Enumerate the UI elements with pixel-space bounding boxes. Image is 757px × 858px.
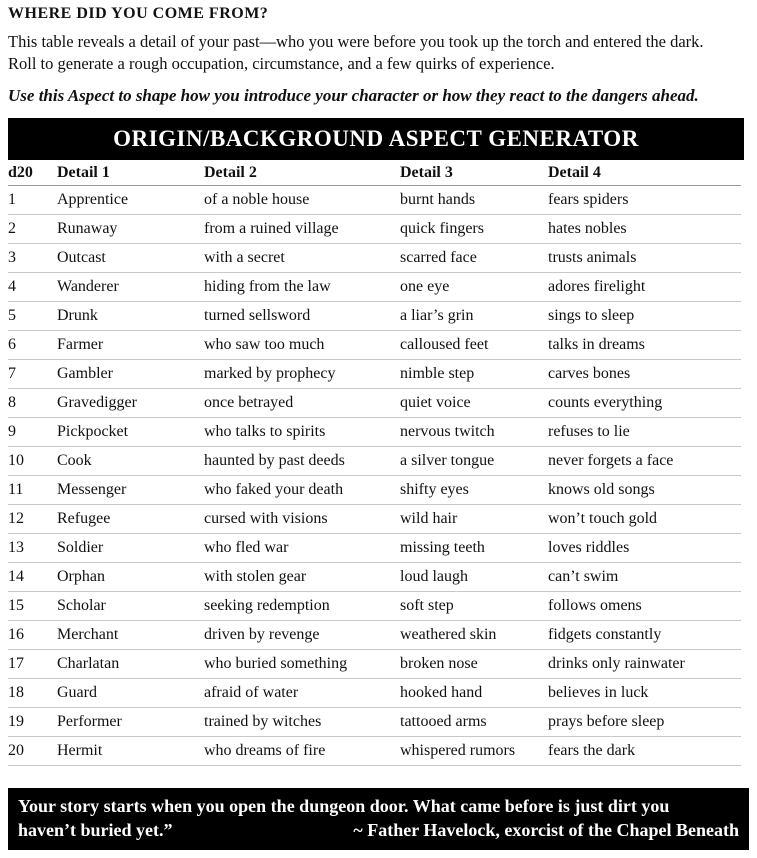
cell-detail-1: Farmer [57,331,204,360]
cell-detail-4: adores firelight [548,273,741,302]
cell-detail-4: trusts animals [548,244,741,273]
cell-detail-3: scarred face [400,244,548,273]
cell-detail-2: who buried something [204,650,400,679]
cell-detail-3: hooked hand [400,679,548,708]
table-row [8,215,741,244]
cell-detail-3: nimble step [400,360,548,389]
cell-roll: 18 [8,679,57,708]
page-heading: WHERE DID YOU COME FROM? [8,5,269,22]
cell-roll: 10 [8,447,57,476]
cell-detail-4: follows omens [548,592,741,621]
header-detail-2: Detail 2 [204,161,400,186]
cell-roll: 20 [8,737,57,766]
cell-roll: 2 [8,215,57,244]
cell-roll: 9 [8,418,57,447]
cell-detail-2: with a secret [204,244,400,273]
cell-detail-1: Performer [57,708,204,737]
cell-detail-3: wild hair [400,505,548,534]
cell-detail-1: Orphan [57,563,204,592]
cell-roll: 14 [8,563,57,592]
cell-detail-1: Merchant [57,621,204,650]
cell-detail-2: turned sellsword [204,302,400,331]
quote-line-1: Your story starts when you open the dungeon door. What came before is just dirt you [18,796,670,816]
table-row [8,389,741,418]
cell-detail-2: trained by witches [204,708,400,737]
table-row [8,331,741,360]
cell-detail-4: never forgets a face [548,447,741,476]
cell-detail-3: shifty eyes [400,476,548,505]
cell-detail-1: Hermit [57,737,204,766]
intro-line-1: This table reveals a detail of your past—who you were before you took up the torch and entered the dark. [8,32,704,51]
cell-detail-3: quiet voice [400,389,548,418]
cell-detail-3: weathered skin [400,621,548,650]
cell-detail-1: Wanderer [57,273,204,302]
quote-line-2: haven’t buried yet.” [18,820,173,840]
cell-roll: 15 [8,592,57,621]
cell-detail-3: a liar’s grin [400,302,548,331]
table-row [8,360,741,389]
cell-detail-3: one eye [400,273,548,302]
cell-roll: 8 [8,389,57,418]
cell-detail-3: loud laugh [400,563,548,592]
cell-detail-4: talks in dreams [548,331,741,360]
table-row [8,447,741,476]
table-row [8,679,741,708]
cell-detail-1: Soldier [57,534,204,563]
cell-detail-4: loves riddles [548,534,741,563]
cell-roll: 3 [8,244,57,273]
quote-attribution: ~ Father Havelock, exorcist of the Chapel Beneath [353,820,739,840]
cell-detail-4: knows old songs [548,476,741,505]
cell-detail-4: counts everything [548,389,741,418]
table-row [8,534,741,563]
table-row [8,563,741,592]
table-body [8,186,741,766]
cell-detail-1: Drunk [57,302,204,331]
cell-detail-4: sings to sleep [548,302,741,331]
cell-roll: 11 [8,476,57,505]
cell-detail-4: fears the dark [548,737,741,766]
intro-line-2: Roll to generate a rough occupation, circumstance, and a few quirks of experience. [8,54,555,73]
aspect-note: Use this Aspect to shape how you introduce your character or how they react to the dangers ahead. [8,86,699,105]
cell-roll: 12 [8,505,57,534]
cell-detail-4: refuses to lie [548,418,741,447]
cell-roll: 17 [8,650,57,679]
table-row [8,244,741,273]
cell-roll: 13 [8,534,57,563]
cell-detail-4: fears spiders [548,186,741,215]
cell-detail-4: believes in luck [548,679,741,708]
cell-detail-2: marked by prophecy [204,360,400,389]
cell-detail-4: prays before sleep [548,708,741,737]
cell-detail-3: missing teeth [400,534,548,563]
cell-detail-2: of a noble house [204,186,400,215]
banner-title: ORIGIN/BACKGROUND ASPECT GENERATOR [113,126,639,151]
cell-detail-4: hates nobles [548,215,741,244]
cell-detail-1: Pickpocket [57,418,204,447]
cell-detail-1: Messenger [57,476,204,505]
cell-detail-2: who talks to spirits [204,418,400,447]
table-row [8,505,741,534]
table-row [8,418,741,447]
cell-detail-1: Guard [57,679,204,708]
cell-detail-4: won’t touch gold [548,505,741,534]
header-detail-1: Detail 1 [57,161,204,186]
cell-detail-2: cursed with visions [204,505,400,534]
table-row [8,621,741,650]
quote-box [8,788,749,850]
cell-detail-3: a silver tongue [400,447,548,476]
table-row [8,650,741,679]
cell-detail-2: haunted by past deeds [204,447,400,476]
table-row [8,592,741,621]
cell-detail-1: Runaway [57,215,204,244]
generator-banner [8,118,744,160]
table-row [8,273,741,302]
table-row [8,737,741,766]
table-row [8,186,741,215]
header-detail-3: Detail 3 [400,161,548,186]
cell-roll: 7 [8,360,57,389]
cell-detail-1: Gambler [57,360,204,389]
cell-detail-1: Gravedigger [57,389,204,418]
header-d20: d20 [8,161,57,186]
cell-roll: 4 [8,273,57,302]
cell-detail-1: Charlatan [57,650,204,679]
cell-detail-2: afraid of water [204,679,400,708]
cell-roll: 19 [8,708,57,737]
cell-roll: 5 [8,302,57,331]
aspect-table [8,161,741,766]
cell-detail-2: who dreams of fire [204,737,400,766]
cell-detail-3: whispered rumors [400,737,548,766]
cell-detail-1: Cook [57,447,204,476]
cell-detail-2: once betrayed [204,389,400,418]
cell-detail-1: Outcast [57,244,204,273]
cell-detail-2: driven by revenge [204,621,400,650]
cell-roll: 16 [8,621,57,650]
cell-detail-3: quick fingers [400,215,548,244]
table-row [8,708,741,737]
cell-detail-4: can’t swim [548,563,741,592]
cell-detail-2: seeking redemption [204,592,400,621]
cell-detail-1: Refugee [57,505,204,534]
cell-detail-2: hiding from the law [204,273,400,302]
cell-detail-2: from a ruined village [204,215,400,244]
cell-detail-2: who fled war [204,534,400,563]
cell-detail-3: nervous twitch [400,418,548,447]
cell-detail-3: tattooed arms [400,708,548,737]
cell-detail-3: soft step [400,592,548,621]
cell-detail-1: Scholar [57,592,204,621]
cell-detail-2: with stolen gear [204,563,400,592]
header-detail-4: Detail 4 [548,161,741,186]
cell-detail-1: Apprentice [57,186,204,215]
cell-detail-3: burnt hands [400,186,548,215]
table-header-row [8,161,741,186]
cell-detail-4: carves bones [548,360,741,389]
cell-roll: 1 [8,186,57,215]
table-row [8,302,741,331]
cell-detail-3: broken nose [400,650,548,679]
cell-detail-4: fidgets constantly [548,621,741,650]
cell-detail-2: who saw too much [204,331,400,360]
table-row [8,476,741,505]
cell-roll: 6 [8,331,57,360]
cell-detail-3: calloused feet [400,331,548,360]
intro-text [8,31,753,75]
cell-detail-2: who faked your death [204,476,400,505]
cell-detail-4: drinks only rainwater [548,650,741,679]
